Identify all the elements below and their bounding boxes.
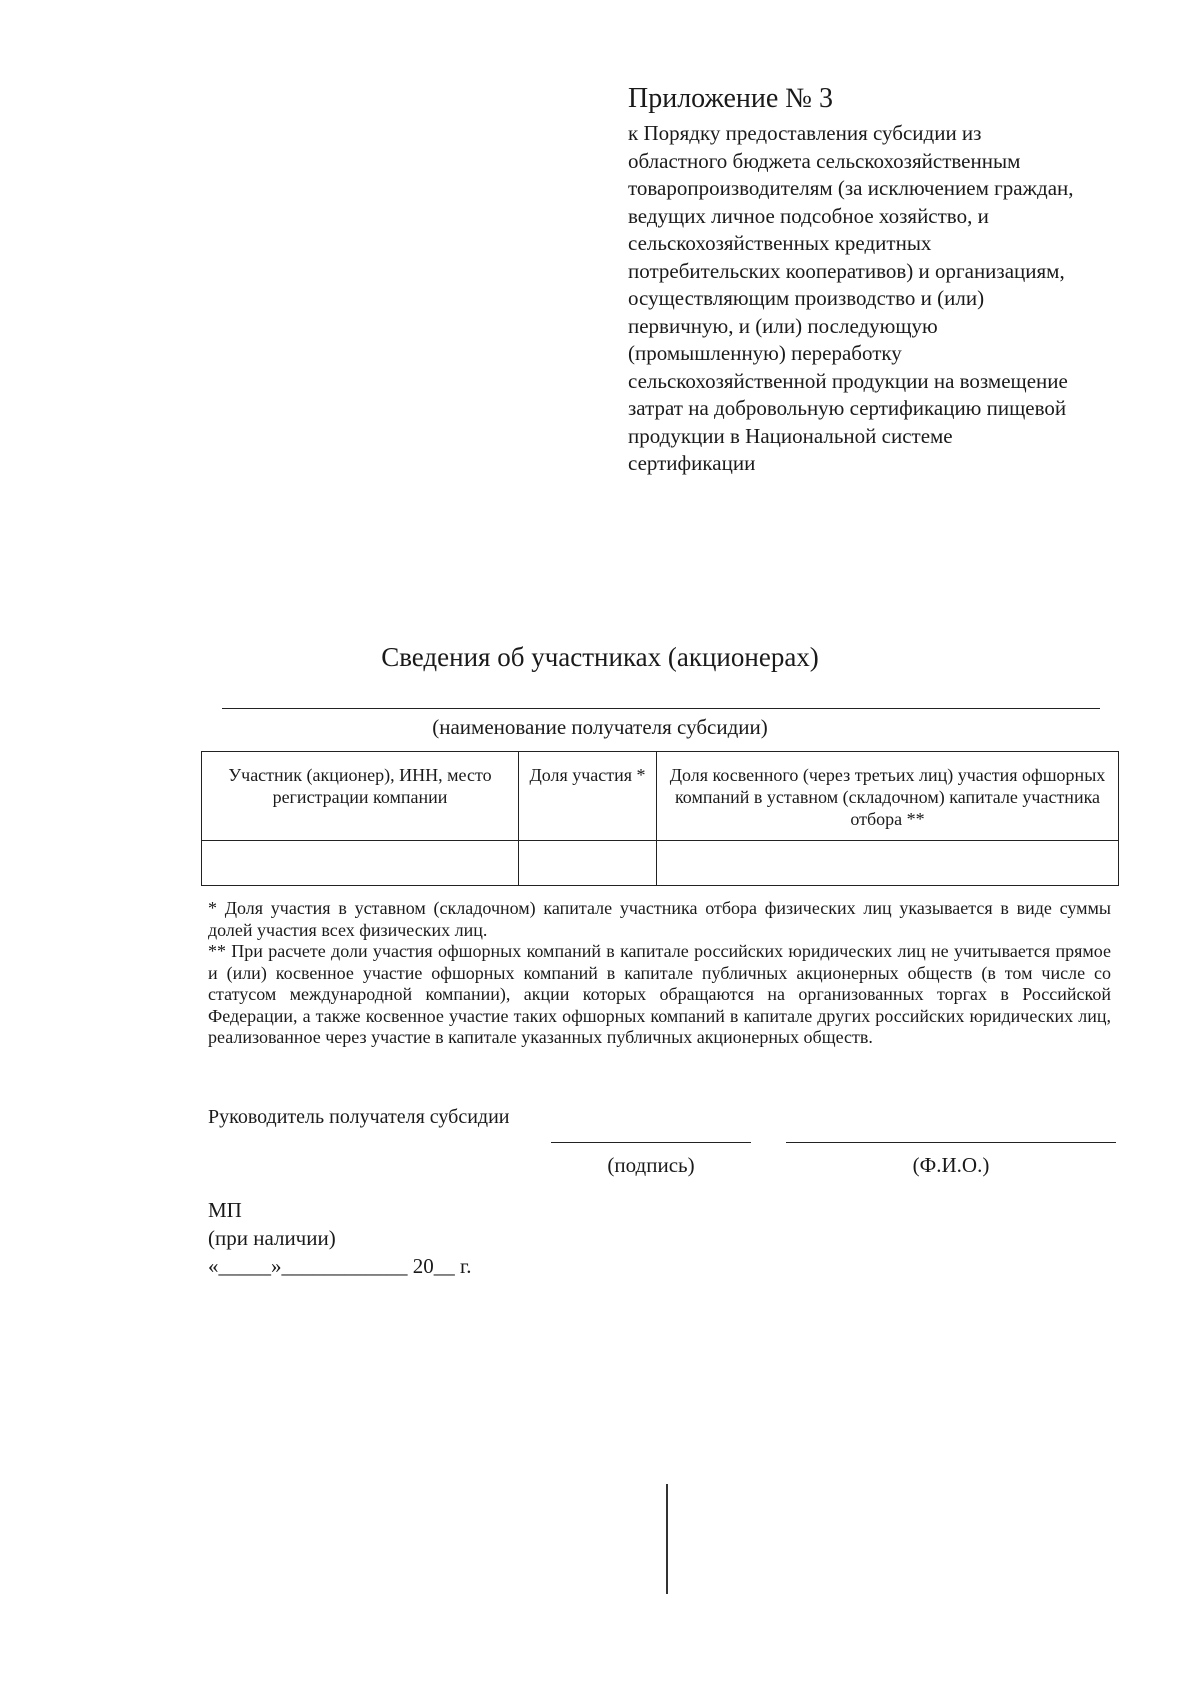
appendix-line: областного бюджета сельскохозяйственным	[628, 148, 1021, 173]
table-cell	[657, 841, 1119, 886]
fio-line	[786, 1142, 1116, 1143]
stamp-if-any: (при наличии)	[208, 1226, 336, 1250]
appendix-line: потребительских кооперативов) и организациям,	[628, 258, 1065, 283]
header-share: Доля участия *	[519, 752, 657, 841]
appendix-line: осуществляющим производство и (или)	[628, 286, 985, 310]
signature-caption: (подпись)	[607, 1153, 695, 1177]
appendix-line: товаропроизводителям (за исключением граждан,	[628, 176, 1074, 200]
header-offshore-share: Доля косвенного (через третьих лиц) участия офшорных компаний в уставном (складочном) капитале участника отбора **	[657, 752, 1119, 841]
footnotes	[208, 898, 1111, 1049]
appendix-line: сертификации	[628, 451, 756, 475]
scan-artifact-mark	[666, 1484, 668, 1594]
head-signature-label: Руководитель получателя субсидии	[208, 1106, 510, 1128]
signature-line	[551, 1142, 751, 1143]
table-cell	[202, 841, 519, 886]
footnote-1: * Доля участия в уставном (складочном) капитале участника отбора физических лиц указывается в виде суммы долей участия всех физических лиц.	[208, 898, 1111, 940]
appendix-line: (промышленную) переработку	[628, 341, 902, 365]
table-header-row	[202, 752, 1119, 841]
appendix-title: Приложение № 3	[628, 83, 833, 114]
appendix-header	[628, 82, 1148, 478]
fio-caption: (Ф.И.О.)	[912, 1153, 990, 1177]
participants-table	[201, 751, 1119, 886]
appendix-line: сельскохозяйственной продукции на возмещение	[628, 368, 1068, 393]
appendix-line: к Порядку предоставления субсидии из	[628, 121, 982, 145]
appendix-line: сельскохозяйственных кредитных	[628, 231, 932, 255]
footnote-2: ** При расчете доли участия офшорных компаний в капитале российских юридических лиц не учитывается прямое и (или) косвенное участие офшорных компаний в капитале публичных акционерных обществ (в том числе со статусом международной компании), акции которых обращаются на организованных торгах в Российской Федерации, а также косвенное участие таких офшорных компаний в капитале других российских юридических лиц, реализованное через участие в капитале указанных публичных акционерных обществ.	[208, 941, 1111, 1047]
stamp-mp: МП	[208, 1198, 242, 1222]
section-title: Сведения об участниках (акционерах)	[381, 642, 819, 672]
date-line: «_____»____________ 20__ г.	[208, 1254, 472, 1278]
table-cell	[519, 841, 657, 886]
appendix-line: затрат на добровольную сертификацию пищевой	[628, 396, 1067, 420]
appendix-line: первичную, и (или) последующую	[628, 313, 938, 338]
recipient-name-field-line	[222, 708, 1100, 709]
stamp-block	[208, 1196, 472, 1280]
recipient-caption: (наименование получателя субсидии)	[432, 715, 768, 739]
appendix-line: продукции в Национальной системе	[628, 423, 953, 448]
header-participant: Участник (акционер), ИНН, место регистрации компании	[202, 752, 519, 841]
appendix-line: ведущих личное подсобное хозяйство, и	[628, 203, 989, 228]
table-row	[202, 841, 1119, 886]
